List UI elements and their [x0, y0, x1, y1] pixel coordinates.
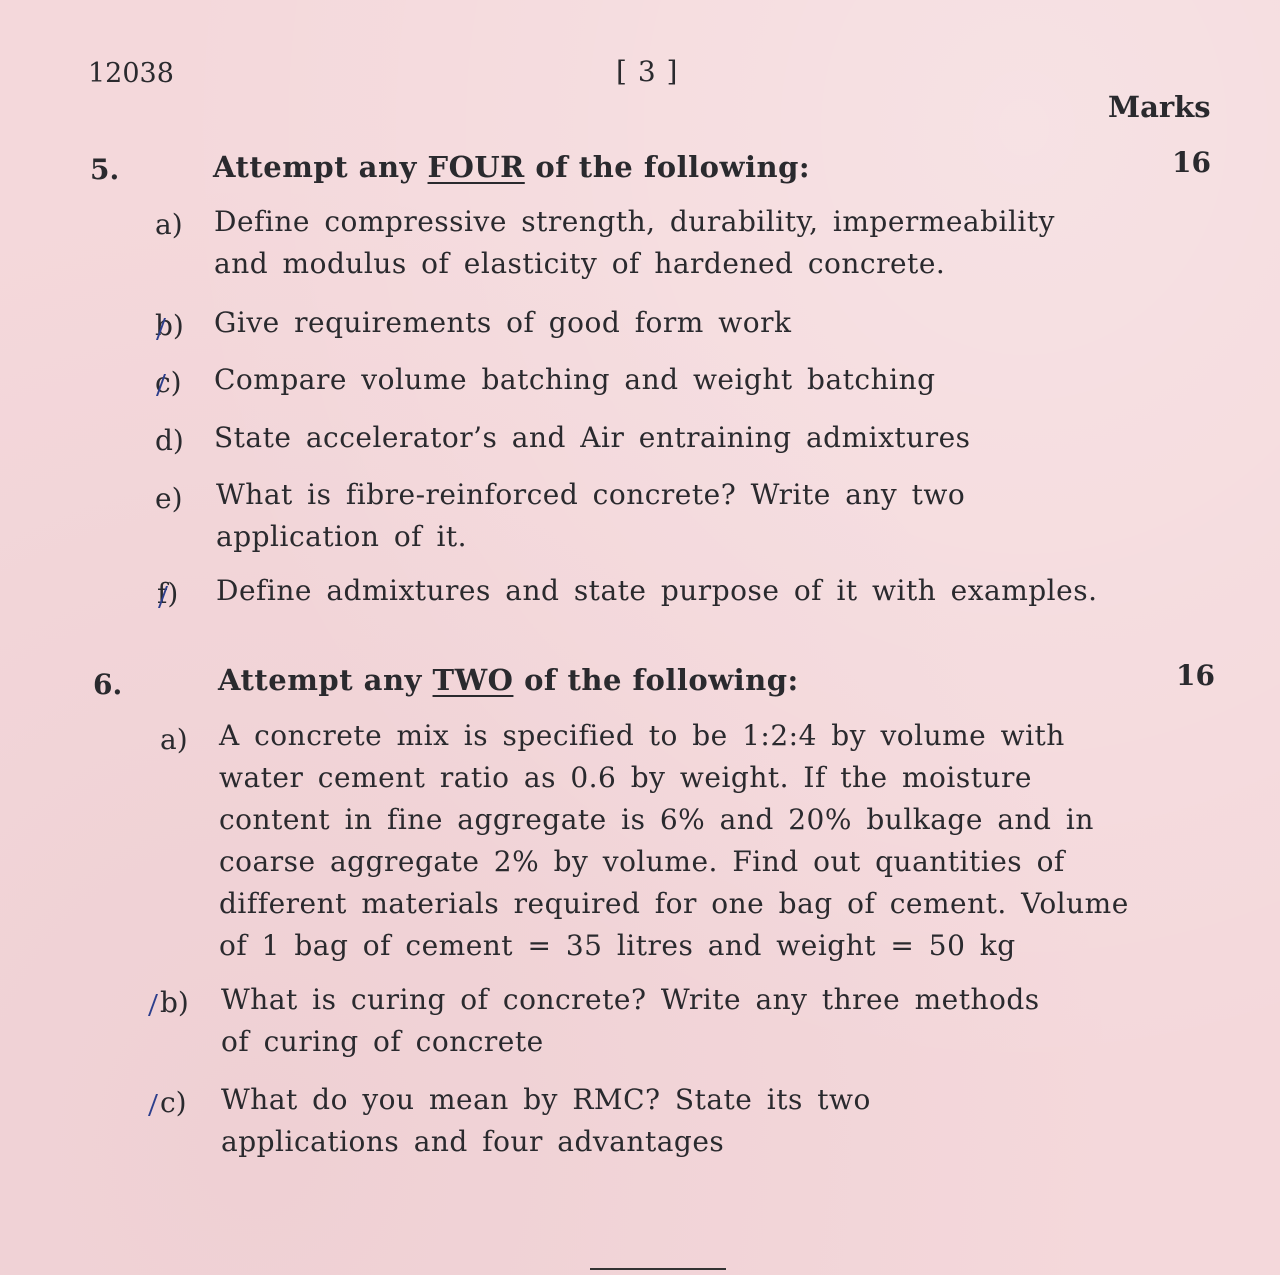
question-6-title: Attempt any TWO of the following: — [218, 663, 799, 697]
page-number: [ 3 ] — [616, 55, 679, 88]
end-rule — [590, 1268, 726, 1270]
question-6-marks: 16 — [1176, 659, 1215, 692]
q5-item-d-label: d) — [155, 424, 184, 457]
q5-item-a-text: Define compressive strength, durability, impermeability and modulus of elasticity of hardened concrete. — [214, 205, 1055, 280]
q5-item-f-label: f) — [157, 577, 179, 610]
question-6-emphasis: TWO — [432, 663, 514, 697]
q5-item-c-label: c) — [155, 366, 182, 399]
q6-item-c-text: What do you mean by RMC? State its two applications and four advantages — [221, 1083, 871, 1158]
q6-item-a-label: a) — [160, 723, 188, 756]
q5-item-d-text: State accelerator’s and Air entraining admixtures — [214, 421, 971, 454]
question-5-emphasis: FOUR — [427, 150, 525, 184]
q5-item-b-label: b) — [155, 309, 184, 342]
question-6-number: 6. — [93, 668, 123, 701]
q5-item-a-label: a) — [155, 208, 183, 241]
q6-item-b-label: b) — [160, 986, 189, 1019]
q5-item-e-label: e) — [155, 482, 183, 515]
marks-heading: Marks — [1108, 90, 1211, 124]
q5-item-b-text: Give requirements of good form work — [214, 306, 792, 339]
question-5-number: 5. — [90, 153, 120, 186]
q6-item-a-text: A concrete mix is specified to be 1:2:4 by volume with water cement ratio as 0.6 by weight. If the moisture content in fine aggregate is 6% and 20% bulkage and in coarse aggregate 2% by volume. Find out quantities of different materials required for one bag of cement. Volume of 1 bag of cement = 35 litres and weight = 50 kg — [219, 719, 1129, 962]
q5-item-e-text: What is fibre-reinforced concrete? Write any two application of it. — [216, 478, 966, 553]
question-5-marks: 16 — [1172, 146, 1211, 179]
q6-item-b-text: What is curing of concrete? Write any three methods of curing of concrete — [221, 983, 1040, 1058]
q5-item-f-text: Define admixtures and state purpose of it with examples. — [216, 574, 1098, 607]
paper-code: 12038 — [88, 58, 174, 89]
question-5-title: Attempt any FOUR of the following: — [213, 150, 811, 184]
q6-item-c-label: c) — [160, 1086, 187, 1119]
q5-item-c-text: Compare volume batching and weight batching — [214, 363, 936, 396]
